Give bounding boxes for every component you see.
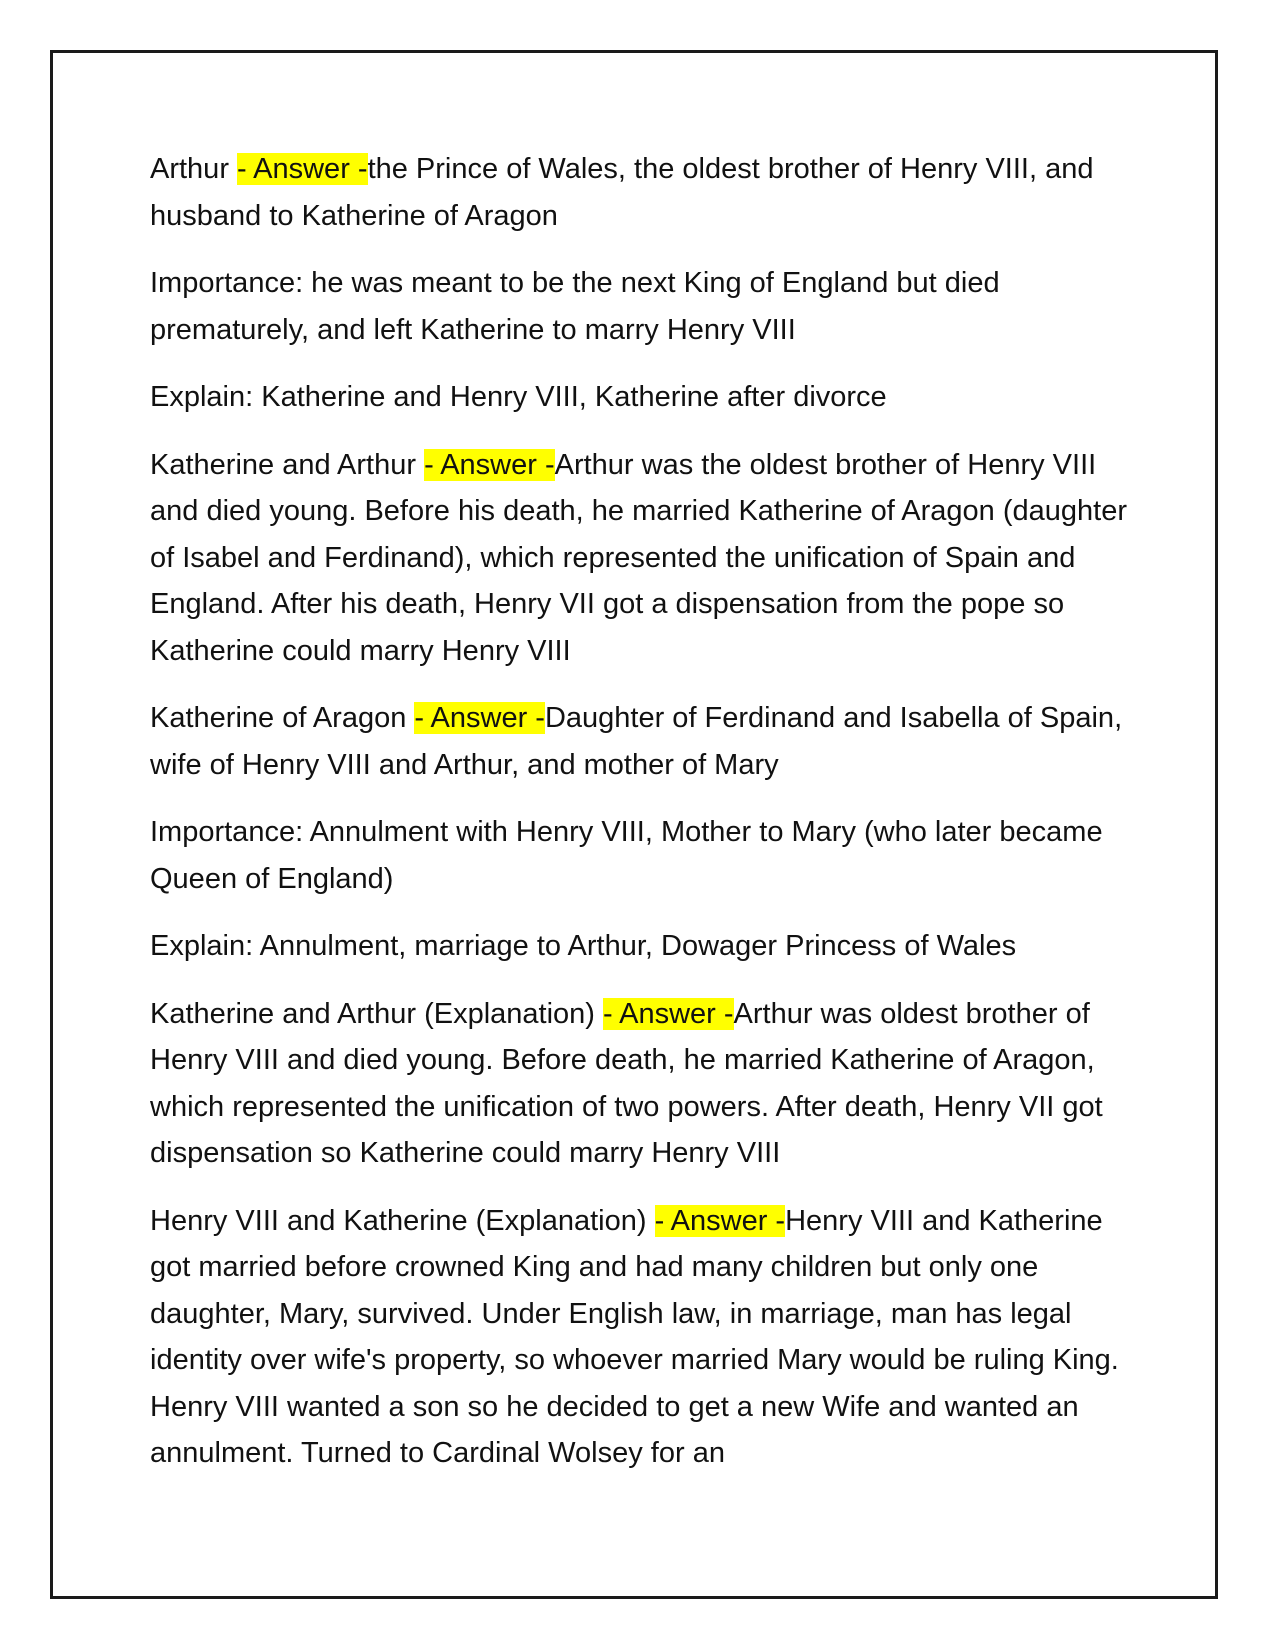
term: Katherine of Aragon	[150, 702, 415, 734]
definition: Henry VIII and Katherine got married before crowned King and had many children but only one daughter, Mary, survived. Under English law, in marriage, man has legal identity over wife's property, so whoever married Mary would be ruling King. Henry VIII wanted a son so he decided to get a new Wife and wanted an annulment. Turned to Cardinal Wolsey for an	[150, 1204, 1119, 1469]
answer-highlight: - Answer -	[414, 702, 545, 734]
document-body	[150, 146, 1130, 1498]
flashcard-henry-and-katherine-explanation	[150, 1198, 1130, 1477]
flashcard-katherine-and-arthur	[150, 442, 1130, 675]
flashcard-katherine-of-aragon	[150, 695, 1130, 788]
term: Arthur	[150, 153, 238, 185]
explain-note: Explain: Katherine and Henry VIII, Katherine after divorce	[150, 381, 887, 413]
importance-note: Importance: Annulment with Henry VIII, Mother to Mary (who later became Queen of England)	[150, 816, 1103, 895]
answer-highlight: - Answer -	[654, 1204, 786, 1237]
explain-note: Explain: Annulment, marriage to Arthur, Dowager Princess of Wales	[150, 930, 1017, 962]
definition: Arthur was the oldest brother of Henry VIII and died young. Before his death, he married Katherine of Aragon (daughter of Isabel and Ferdinand), which represented the unification of Spain and England. After his death, Henry VII got a dispensation from the pope so Katherine could marry Henry VIII	[150, 448, 1127, 667]
answer-highlight: - Answer -	[603, 997, 734, 1030]
definition: Daughter of Ferdinand and Isabella of Spain, wife of Henry VIII and Arthur, and mother of Mary	[150, 702, 1123, 781]
flashcard-arthur	[150, 146, 1130, 239]
definition: Arthur was oldest brother of Henry VIII and died young. Before death, he married Katherine of Aragon, which represented the unification of two powers. After death, Henry VII got dispensation so Katherine could marry Henry VIII	[150, 997, 1103, 1169]
answer-highlight: - Answer -	[424, 448, 555, 481]
flashcard-katherine-and-arthur-explanation	[150, 991, 1130, 1177]
answer-highlight: - Answer -	[237, 153, 368, 185]
term: Katherine and Arthur (Explanation)	[150, 997, 603, 1030]
importance-note: Importance: he was meant to be the next King of England but died prematurely, and left Katherine to marry Henry VIII	[150, 267, 1000, 346]
term: Katherine and Arthur	[150, 448, 425, 481]
definition: the Prince of Wales, the oldest brother of Henry VIII, and husband to Katherine of Aragon	[150, 153, 1094, 232]
term: Henry VIII and Katherine (Explanation)	[150, 1204, 655, 1237]
